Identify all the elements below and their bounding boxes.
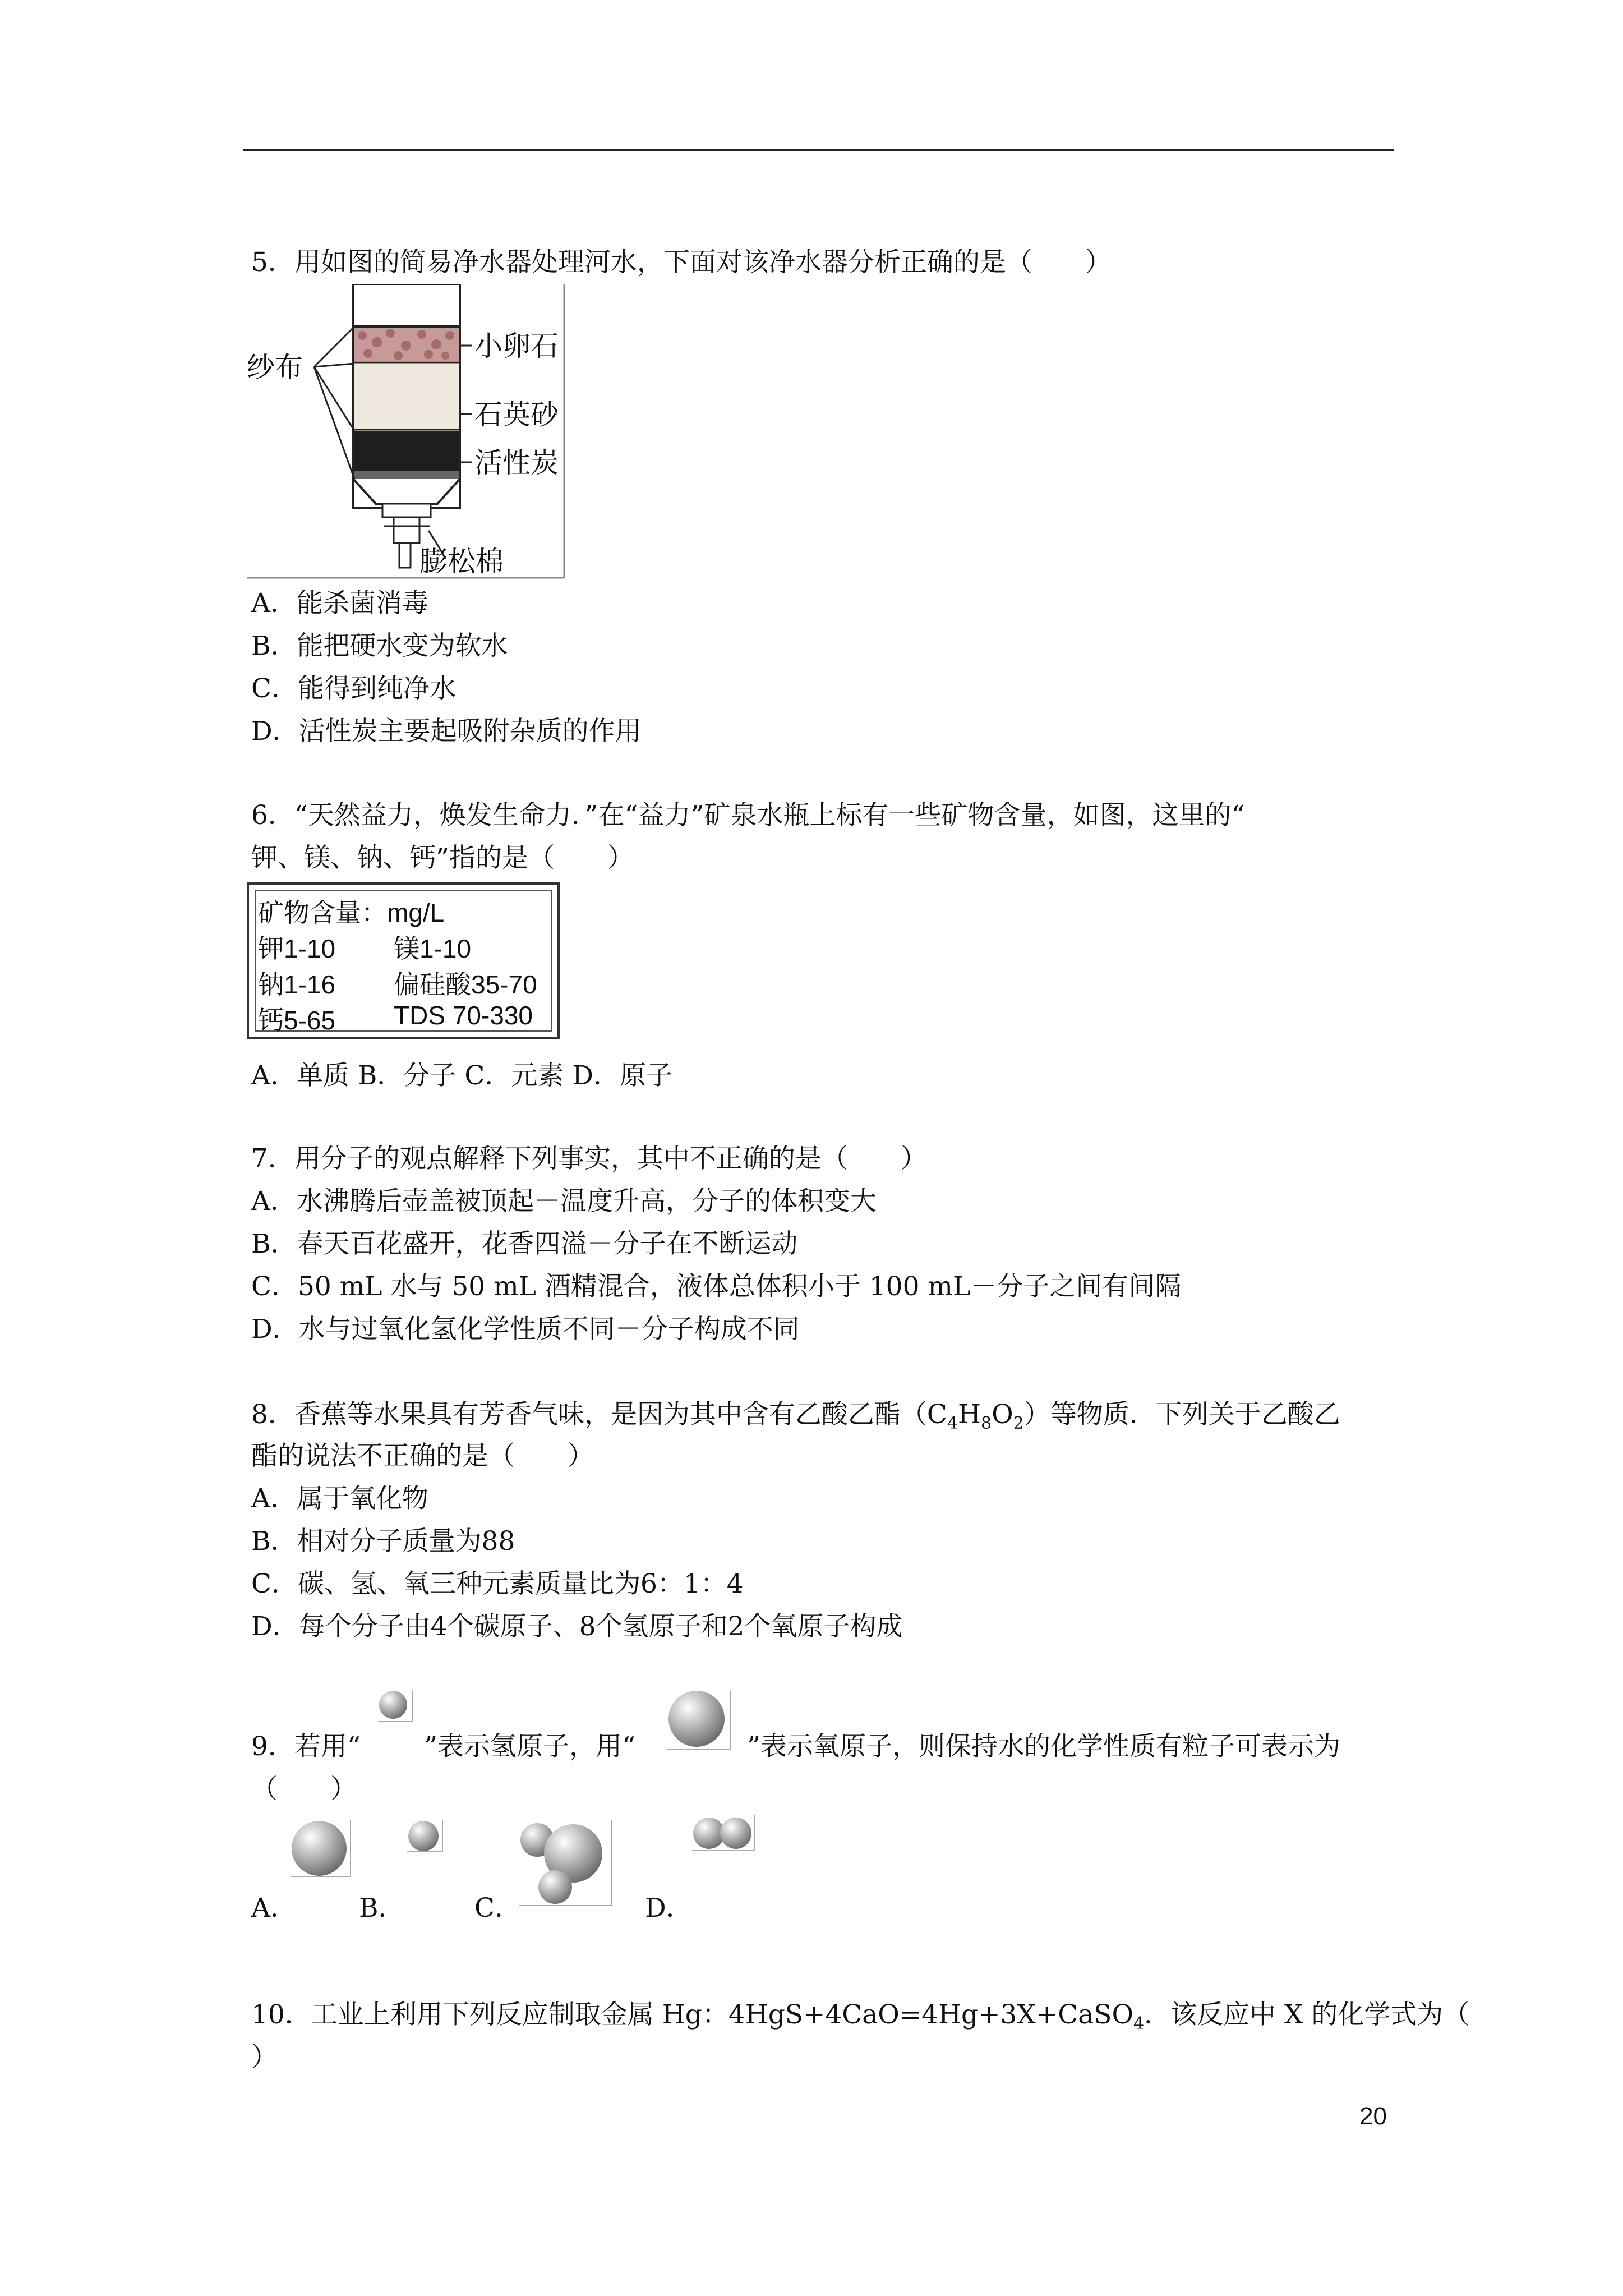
option-b-hydrogen-atom-icon xyxy=(408,1821,439,1851)
mineral-magnesium: 镁1-10 xyxy=(394,934,472,963)
mineral-potassium: 钾1-10 xyxy=(258,934,336,963)
option-d-hydrogen-molecule-frame xyxy=(692,1815,755,1851)
option-c-hydrogen-atom-icon-2 xyxy=(538,1870,572,1904)
option-b-hydrogen-atom-frame xyxy=(407,1820,443,1852)
q5-stem: 5．用如图的简易净水器处理河水，下面对该净水器分析正确的是（ ） xyxy=(251,247,1112,278)
option-a-oxygen-atom-icon xyxy=(292,1821,347,1876)
pebble-label: 小卵石 xyxy=(474,330,559,362)
cotton-label: 膨松棉 xyxy=(419,545,504,578)
q10-stem-line1: 10．工业上利用下列反应制取金属 Hg：4HgS+4CaO=4Hg+3X+CaSO$_4$．该反应中 X 的化学式为（ xyxy=(251,1999,1470,2033)
q6-stem-line2: 钾、镁、钠、钙”指的是（ ） xyxy=(251,843,634,873)
q5-option-d: D．活性炭主要起吸附杂质的作用 xyxy=(251,716,642,747)
water-purifier-figure xyxy=(243,284,569,581)
q8-option-c: C．碳、氢、氧三种元素质量比为6：1：4 xyxy=(251,1568,744,1599)
header-rule xyxy=(243,149,1394,151)
q5-option-a: A．能杀菌消毒 xyxy=(251,588,428,619)
q8-option-a: A．属于氧化物 xyxy=(251,1483,428,1514)
q9-stem-part-b: ”表示氢原子，用“ xyxy=(424,1731,636,1762)
mineral-metasilicic: 偏硅酸35-70 xyxy=(394,970,537,999)
q8-stem-line1: 8．香蕉等水果具有芳香气味，是因为其中含有乙酸乙酯$(C_4H_8O_2)$等物质．下列关于乙酸乙 xyxy=(251,1399,1340,1433)
q7-option-a: A．水沸腾后壶盖被顶起－温度升高，分子的体积变大 xyxy=(251,1186,877,1217)
quartz-label: 石英砂 xyxy=(474,398,559,431)
hydrogen-atom-frame xyxy=(378,1690,413,1722)
q9-option-d-label: D． xyxy=(645,1893,693,1924)
q7-option-b: B．春天百花盛开，花香四溢－分子在不断运动 xyxy=(251,1228,798,1259)
q8-option-d: D．每个分子由4个碳原子、8个氢原子和2个氧原子构成 xyxy=(251,1611,903,1642)
q5-option-c: C．能得到纯净水 xyxy=(251,673,456,704)
q10-stem-line2: ） xyxy=(251,2042,278,2073)
option-d-hydrogen-atom-icon-2 xyxy=(720,1818,751,1849)
q6-options: A．单质 B．分子 C．元素 D．原子 xyxy=(251,1060,672,1091)
q5-option-b: B．能把硬水变为软水 xyxy=(251,631,508,661)
mineral-tds: TDS 70-330 xyxy=(394,1001,533,1030)
page-number: 20 xyxy=(1359,2102,1387,2130)
mineral-sodium: 钠1-16 xyxy=(258,970,336,999)
q9-option-b-label: B． xyxy=(359,1893,405,1924)
option-a-oxygen-atom-frame xyxy=(291,1820,351,1877)
mineral-title: 矿物含量：mg/L xyxy=(258,898,445,927)
q7-option-c: C．50 mL 水与 50 mL 酒精混合，液体总体积小于 100 mL－分子之间有间隔 xyxy=(251,1271,1182,1302)
q8-stem-line2: 酯的说法不正确的是（ ） xyxy=(251,1441,594,1471)
mineral-content-table xyxy=(247,882,560,1039)
q9-stem-part-c: ”表示氧原子，则保持水的化学性质有粒子可表示为 xyxy=(747,1731,1341,1762)
oxygen-atom-frame xyxy=(667,1690,731,1750)
q8-option-b: B．相对分子质量为88 xyxy=(251,1526,515,1557)
q6-stem-line1: 6．“天然益力，焕发生命力．”在“益力”矿泉水瓶上标有一些矿物含量，如图，这里的“ xyxy=(251,800,1245,831)
option-c-water-molecule-frame xyxy=(519,1820,612,1906)
q9-option-a-label: A． xyxy=(251,1893,297,1924)
hydrogen-atom-icon xyxy=(379,1691,407,1719)
oxygen-atom-icon xyxy=(668,1691,725,1747)
q9-option-c-label: C． xyxy=(474,1893,521,1924)
q9-stem-line2: （ ） xyxy=(251,1774,357,1805)
carbon-label: 活性炭 xyxy=(474,447,559,479)
gauze-label: 纱布 xyxy=(247,351,303,384)
mineral-calcium: 钙5-65 xyxy=(258,1006,336,1035)
q9-stem-part-a: 9．若用“ xyxy=(251,1731,361,1762)
q7-option-d: D．水与过氧化氢化学性质不同－分子构成不同 xyxy=(251,1314,800,1345)
q7-stem: 7．用分子的观点解释下列事实，其中不正确的是（ ） xyxy=(251,1143,927,1174)
